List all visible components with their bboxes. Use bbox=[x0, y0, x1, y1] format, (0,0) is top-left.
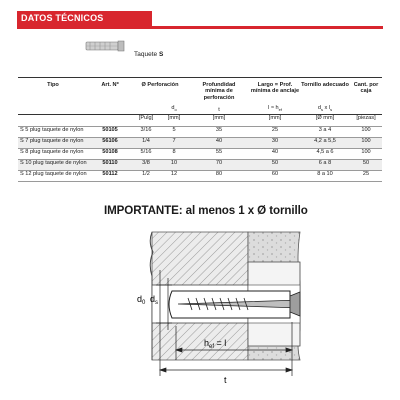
symbol-ds: $d_s$ x $l_s$ bbox=[317, 105, 333, 113]
col-header-art: Art. Nº bbox=[101, 82, 119, 88]
symbol-do: $d_o$ bbox=[171, 105, 177, 113]
cell-t: 35 bbox=[188, 126, 250, 137]
cell-cant: 100 bbox=[350, 148, 382, 159]
cell-tipo: S 8 plug taquete de nylon bbox=[18, 148, 88, 159]
cell-l: 50 bbox=[250, 159, 300, 170]
col-header-profundidad: Profundidad mínima de perforación bbox=[202, 82, 236, 101]
unit-mm-do: [mm] bbox=[167, 114, 181, 121]
cell-t: 55 bbox=[188, 148, 250, 159]
cell-do: 5 bbox=[160, 126, 188, 137]
cell-l: 40 bbox=[250, 148, 300, 159]
cell-tornillo: 4,5 a 6 bbox=[300, 148, 350, 159]
cell-l: 25 bbox=[250, 126, 300, 137]
cell-tipo: S 7 plug taquete de nylon bbox=[18, 137, 88, 148]
hef-label: $h_{ef} = l$ bbox=[204, 338, 227, 350]
unit-omm: [Ø mm] bbox=[315, 114, 335, 121]
cell-tipo: S 10 plug taquete de nylon bbox=[18, 159, 88, 170]
col-header-tornillo: Tornillo adecuado bbox=[301, 82, 349, 88]
header-title: DATOS TÉCNICOS bbox=[21, 13, 104, 23]
unit-pulg: [Pulg] bbox=[138, 114, 154, 121]
unit-piezas: [piezas] bbox=[356, 114, 376, 121]
unit-mm-l: [mm] bbox=[268, 114, 282, 121]
product-label: Taquete S bbox=[134, 51, 164, 58]
cell-pulg: 3/16 bbox=[132, 126, 160, 137]
cell-tornillo: 4,2 a 5,5 bbox=[300, 137, 350, 148]
symbol-t: t bbox=[218, 107, 220, 114]
important-note: IMPORTANTE: al menos 1 x Ø tornillo bbox=[104, 204, 308, 217]
t-label: t bbox=[224, 375, 227, 385]
cell-art: 56106 bbox=[88, 137, 132, 148]
cell-pulg: 5/16 bbox=[132, 148, 160, 159]
cell-l: 30 bbox=[250, 137, 300, 148]
cell-art: 50110 bbox=[88, 159, 132, 170]
cell-cant: 25 bbox=[350, 170, 382, 181]
cell-tornillo: 8 a 10 bbox=[300, 170, 350, 181]
cell-t: 70 bbox=[188, 159, 250, 170]
cell-art: 50112 bbox=[88, 170, 132, 181]
col-header-perforacion: Ø Perforación bbox=[141, 82, 179, 88]
cell-pulg: 1/2 bbox=[132, 170, 160, 181]
cell-l: 60 bbox=[250, 170, 300, 181]
cell-tipo: S 12 plug taquete de nylon bbox=[18, 170, 88, 181]
cell-pulg: 3/8 bbox=[132, 159, 160, 170]
cell-pulg: 1/4 bbox=[132, 137, 160, 148]
unit-mm-t: [mm] bbox=[212, 114, 226, 121]
cell-do: 12 bbox=[160, 170, 188, 181]
cell-art: 50108 bbox=[88, 148, 132, 159]
cell-tornillo: 3 a 4 bbox=[300, 126, 350, 137]
col-header-tipo: Tipo bbox=[47, 82, 59, 88]
cell-do: 8 bbox=[160, 148, 188, 159]
cell-cant: 100 bbox=[350, 137, 382, 148]
col-header-cant: Cant. por caja bbox=[353, 82, 379, 95]
cell-cant: 100 bbox=[350, 126, 382, 137]
cell-do: 10 bbox=[160, 159, 188, 170]
col-header-largo: Largo = Prof. mínima de anclaje bbox=[250, 82, 300, 95]
symbol-l-hef: $l \approx h_{ef}$ bbox=[268, 105, 282, 113]
cell-tornillo: 6 a 8 bbox=[300, 159, 350, 170]
do-label: $d_0$ bbox=[137, 294, 146, 306]
cell-t: 80 bbox=[188, 170, 250, 181]
cell-cant: 50 bbox=[350, 159, 382, 170]
cell-art: 50105 bbox=[88, 126, 132, 137]
cell-do: 7 bbox=[160, 137, 188, 148]
ds-label: $d_s$ bbox=[150, 294, 159, 306]
cell-t: 40 bbox=[188, 137, 250, 148]
cell-tipo: S 5 plug taquete de nylon bbox=[18, 126, 88, 137]
